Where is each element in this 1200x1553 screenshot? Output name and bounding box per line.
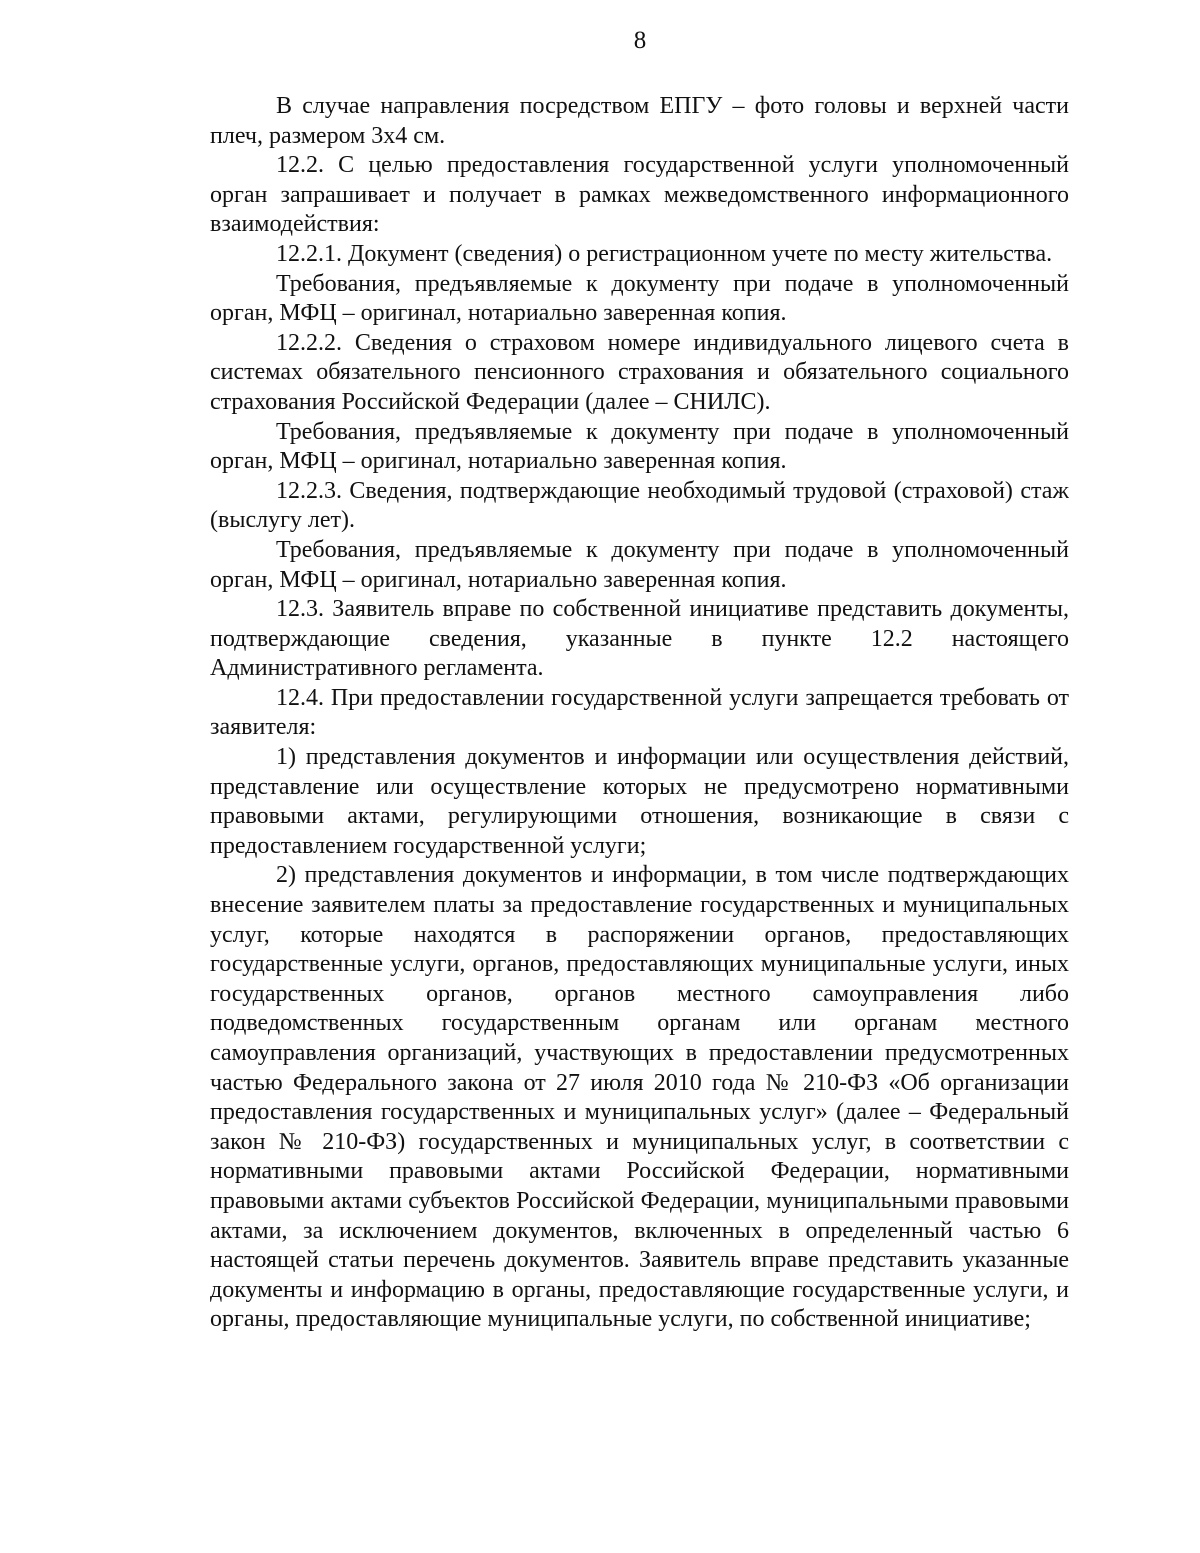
- paragraph-12-2-3: 12.2.3. Сведения, подтверждающие необходимый трудовой (страховой) стаж (выслугу лет).: [210, 477, 1069, 534]
- paragraph-requirements-3: Требования, предъявляемые к документу при подаче в уполномоченный орган, МФЦ – оригинал, нотариально заверенная копия.: [210, 536, 1069, 593]
- document-body: [210, 92, 1069, 1335]
- paragraph-12-2-2: 12.2.2. Сведения о страховом номере индивидуального лицевого счета в системах обязательного пенсионного страхования и обязательного социального страхования Российской Федерации (далее – СНИЛС).: [210, 329, 1069, 415]
- paragraph-requirements-2: Требования, предъявляемые к документу при подаче в уполномоченный орган, МФЦ – оригинал, нотариально заверенная копия.: [210, 418, 1069, 475]
- paragraph-list-item-1: 1) представления документов и информации или осуществления действий, представление или осуществление которых не предусмотрено нормативными правовыми актами, регулирующими отношения, возникающие в связи с предоставлением государственной услуги;: [210, 744, 1069, 859]
- paragraph-12-3: 12.3. Заявитель вправе по собственной инициативе представить документы, подтверждающие сведения, указанные в пункте 12.2 настоящего Административного регламента.: [210, 596, 1069, 682]
- paragraph-12-4: 12.4. При предоставлении государственной услуги запрещается требовать от заявителя:: [210, 684, 1069, 741]
- paragraph-12-2-1: 12.2.1. Документ (сведения) о регистрационном учете по месту жительства.: [276, 240, 1053, 267]
- paragraph-list-item-2: 2) представления документов и информации, в том числе подтверждающих внесение заявителем платы за предоставление государственных и муниципальных услуг, которые находятся в распоряжении органов, предоставляющих государственные услуги, органов, предоставляющих муниципальные услуги, иных государственных органов, органов местного самоуправления либо подведомственных государственным органам или органам местного самоуправления организаций, участвующих в предоставлении предусмотренных частью Федерального закона от 27 июля 2010 года № 210-ФЗ «Об организации предоставления государственных и муниципальных услуг» (далее – Федеральный закон № 210-ФЗ) государственных и муниципальных услуг, в соответствии с нормативными правовыми актами Российской Федерации, нормативными правовыми актами субъектов Российской Федерации, муниципальными правовыми актами, за исключением документов, включенных в определенный частью 6 настоящей статьи перечень документов. Заявитель вправе представить указанные документы и информацию в органы, предоставляющие государственные услуги, и органы, предоставляющие муниципальные услуги, по собственной инициативе;: [210, 862, 1069, 1333]
- page-number: 8: [633, 27, 647, 54]
- paragraph-requirements-1: Требования, предъявляемые к документу при подаче в уполномоченный орган, МФЦ – оригинал, нотариально заверенная копия.: [210, 270, 1069, 327]
- paragraph-photo-requirement: В случае направления посредством ЕПГУ – фото головы и верхней части плеч, размером 3х4 см.: [210, 93, 1069, 149]
- paragraph-12-2: 12.2. С целью предоставления государственной услуги уполномоченный орган запрашивает и получает в рамках межведомственного информационного взаимодействия:: [210, 152, 1069, 238]
